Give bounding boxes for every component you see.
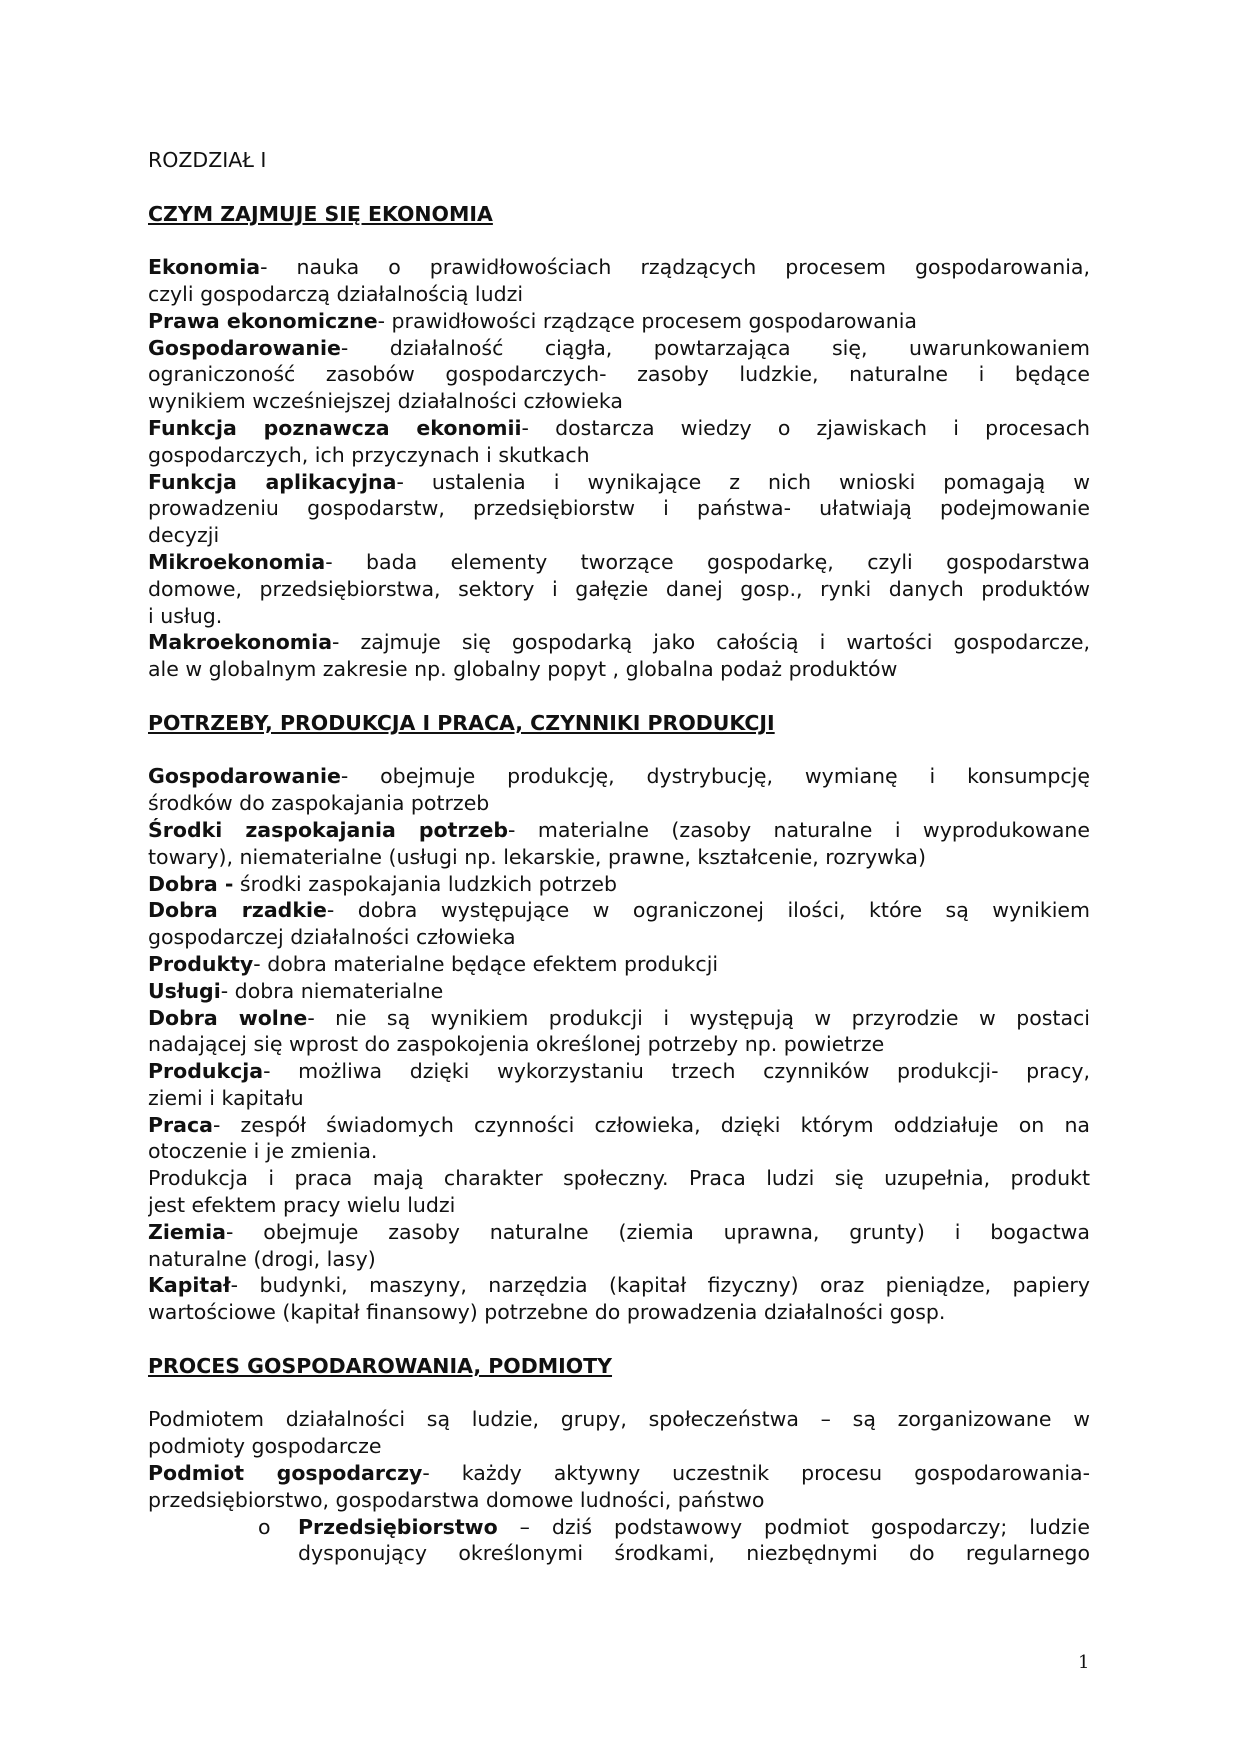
definition-term: Prawa ekonomiczne xyxy=(148,308,378,333)
line-text: - obejmuje produkcję, dystrybucję, wymianę i konsumpcję xyxy=(340,764,1090,789)
definition-paragraph xyxy=(148,1460,1090,1514)
definition-term: Podmiot gospodarczy xyxy=(148,1461,423,1486)
text-line xyxy=(148,1246,1090,1273)
definition-paragraph xyxy=(148,1058,1090,1112)
definition-paragraph xyxy=(148,629,1090,683)
text-line xyxy=(148,951,1090,978)
text-line xyxy=(148,1406,1090,1433)
definition-paragraph xyxy=(148,1272,1090,1326)
definition-term: Gospodarowanie xyxy=(148,764,341,789)
section-body xyxy=(148,763,1090,1326)
definition-paragraph xyxy=(148,871,1090,898)
line-text: Podmiotem działalności są ludzie, grupy, społeczeństwa – są zorganizowane w xyxy=(148,1407,1090,1432)
line-text: środki zaspokajania ludzkich potrzeb xyxy=(233,871,618,896)
page-number: 1 xyxy=(1078,1652,1090,1673)
definition-term: Gospodarowanie xyxy=(148,335,341,360)
definition-paragraph xyxy=(148,308,1090,335)
text-line xyxy=(148,415,1090,442)
definition-paragraph xyxy=(148,335,1090,415)
line-text: towary), niematerialne (usługi np. lekarskie, prawne, kształcenie, rozrywka) xyxy=(148,844,926,869)
text-line xyxy=(148,281,1090,308)
line-text: ale w globalnym zakresie np. globalny popyt , globalna podaż produktów xyxy=(148,657,898,682)
line-text: - dobra występujące w ograniczonej ilości, które są wynikiem xyxy=(326,898,1090,923)
line-text: - obejmuje zasoby naturalne (ziemia uprawna, grunty) i bogactwa xyxy=(226,1219,1090,1244)
definition-paragraph xyxy=(148,978,1090,1005)
line-text: decyzji xyxy=(148,523,220,548)
definition-term: Usługi xyxy=(148,978,221,1003)
definition-term: Kapitał xyxy=(148,1273,231,1298)
definition-term: Środki zaspokajania potrzeb xyxy=(148,817,509,842)
text-line xyxy=(148,1031,1090,1058)
definition-paragraph xyxy=(148,1406,1090,1460)
definition-term: Przedsiębiorstwo xyxy=(298,1514,498,1539)
line-text: - materialne (zasoby naturalne i wyprodukowane xyxy=(508,817,1090,842)
line-text: - każdy aktywny uczestnik procesu gospodarowania- xyxy=(422,1461,1090,1486)
text-line xyxy=(148,576,1090,603)
text-line xyxy=(148,1219,1090,1246)
text-line xyxy=(148,1460,1090,1487)
line-text: ziemi i kapitału xyxy=(148,1085,304,1110)
definition-paragraph xyxy=(148,897,1090,951)
line-text: - bada elementy tworzące gospodarkę, czyli gospodarstwa xyxy=(325,549,1090,574)
definition-paragraph xyxy=(148,1165,1090,1219)
text-line xyxy=(148,1058,1090,1085)
line-text: - działalność ciągła, powtarzająca się, uwarunkowaniem xyxy=(340,335,1090,360)
line-text: - dobra materialne będące efektem produkcji xyxy=(253,951,719,976)
text-line xyxy=(148,978,1090,1005)
text-line xyxy=(148,1165,1090,1192)
text-line xyxy=(148,1138,1090,1165)
line-text: - nie są wynikiem produkcji i występują w przyrodzie w postaci xyxy=(307,1005,1090,1030)
text-line xyxy=(148,1192,1090,1219)
definition-paragraph xyxy=(148,549,1090,629)
line-text: otoczenie i je zmienia. xyxy=(148,1139,378,1164)
text-line xyxy=(148,629,1090,656)
section-heading: PROCES GOSPODAROWANIA, PODMIOTY xyxy=(148,1353,613,1378)
bullet-item xyxy=(148,1514,1090,1568)
definition-paragraph xyxy=(148,817,1090,871)
text-line xyxy=(148,469,1090,496)
line-text: podmioty gospodarcze xyxy=(148,1434,382,1459)
definition-paragraph xyxy=(148,1219,1090,1273)
text-line xyxy=(148,522,1090,549)
definition-paragraph xyxy=(148,951,1090,978)
definition-paragraph xyxy=(148,415,1090,469)
definition-term: Ziemia xyxy=(148,1219,227,1244)
definition-term: Dobra rzadkie xyxy=(148,898,327,923)
line-text: ograniczoność zasobów gospodarczych- zasoby ludzkie, naturalne i będące xyxy=(148,362,1090,387)
text-line xyxy=(148,817,1090,844)
line-text: - ustalenia i wynikające z nich wnioski pomagają w xyxy=(396,469,1090,494)
section-body xyxy=(148,1406,1090,1567)
text-line xyxy=(148,388,1090,415)
text-line xyxy=(148,1085,1090,1112)
text-line xyxy=(148,897,1090,924)
text-line xyxy=(148,442,1090,469)
text-line xyxy=(148,549,1090,576)
line-text: naturalne (drogi, lasy) xyxy=(148,1246,376,1271)
definition-term: Dobra wolne xyxy=(148,1005,308,1030)
definition-term: Funkcja poznawcza ekonomii xyxy=(148,415,522,440)
definition-paragraph xyxy=(148,1005,1090,1059)
text-line xyxy=(148,763,1090,790)
text-line xyxy=(148,1433,1090,1460)
text-line xyxy=(148,308,1090,335)
definition-term: Praca xyxy=(148,1112,213,1137)
line-text: nadającej się wprost do zaspokojenia określonej potrzeby np. powietrze xyxy=(148,1032,885,1057)
definition-paragraph xyxy=(148,469,1090,549)
line-text: jest efektem pracy wielu ludzi xyxy=(148,1193,456,1218)
line-text: dysponujący określonymi środkami, niezbędnymi do regularnego xyxy=(298,1541,1090,1566)
line-text: - nauka o prawidłowościach rządzących procesem gospodarowania, xyxy=(260,255,1090,280)
line-text: - prawidłowości rządzące procesem gospodarowania xyxy=(377,308,917,333)
text-line xyxy=(148,1112,1090,1139)
line-text: - budynki, maszyny, narzędzia (kapitał fizyczny) oraz pieniądze, papiery xyxy=(230,1273,1090,1298)
chapter-title: ROZDZIAŁ I xyxy=(148,148,267,172)
text-line xyxy=(148,1487,1090,1514)
definition-paragraph xyxy=(148,763,1090,817)
definition-term: Mikroekonomia xyxy=(148,549,326,574)
line-text: i usług. xyxy=(148,603,223,628)
text-line xyxy=(148,1540,1090,1567)
line-text: - dobra niematerialne xyxy=(220,978,444,1003)
line-text: - dostarcza wiedzy o zjawiskach i procesach xyxy=(521,415,1090,440)
text-line xyxy=(148,603,1090,630)
definition-term: Produkcja xyxy=(148,1059,264,1084)
line-text: – dziś podstawowy podmiot gospodarczy; ludzie xyxy=(497,1514,1090,1539)
line-text: czyli gospodarczą działalnością ludzi xyxy=(148,281,524,306)
text-line xyxy=(148,1514,1090,1541)
text-line xyxy=(148,871,1090,898)
line-text: - możliwa dzięki wykorzystaniu trzech czynników produkcji- pracy, xyxy=(263,1059,1090,1084)
document-page xyxy=(148,147,1090,1567)
definition-paragraph xyxy=(148,1112,1090,1166)
text-line xyxy=(148,361,1090,388)
line-text: prowadzeniu gospodarstw, przedsiębiorstw i państwa- ułatwiają podejmowanie xyxy=(148,496,1090,521)
definition-paragraph xyxy=(148,254,1090,308)
definition-term: Ekonomia xyxy=(148,255,261,280)
text-line xyxy=(148,790,1090,817)
text-line xyxy=(148,1272,1090,1299)
section-heading: CZYM ZAJMUJE SIĘ EKONOMIA xyxy=(148,201,493,226)
text-line xyxy=(148,1005,1090,1032)
text-line xyxy=(148,335,1090,362)
definition-term: Makroekonomia xyxy=(148,630,333,655)
line-text: domowe, przedsiębiorstwa, sektory i gałęzie danej gosp., rynki danych produktów xyxy=(148,576,1090,601)
line-text: wynikiem wcześniejszej działalności człowieka xyxy=(148,389,623,414)
definition-term: Produkty xyxy=(148,951,254,976)
line-text: - zespół świadomych czynności człowieka, dzięki którym oddziałuje on na xyxy=(212,1112,1090,1137)
line-text: - zajmuje się gospodarką jako całością i wartości gospodarcze, xyxy=(332,630,1090,655)
text-line xyxy=(148,1299,1090,1326)
text-line xyxy=(148,924,1090,951)
bullet-marker: o xyxy=(258,1514,271,1539)
line-text: Produkcja i praca mają charakter społeczny. Praca ludzi się uzupełnia, produkt xyxy=(148,1166,1090,1191)
section-heading: POTRZEBY, PRODUKCJA I PRACA, CZYNNIKI PRODUKCJI xyxy=(148,710,775,735)
definition-term: Dobra - xyxy=(148,871,234,896)
line-text: gospodarczych, ich przyczynach i skutkach xyxy=(148,442,590,467)
text-line xyxy=(148,656,1090,683)
text-line xyxy=(148,844,1090,871)
definition-term: Funkcja aplikacyjna xyxy=(148,469,397,494)
line-text: gospodarczej działalności człowieka xyxy=(148,925,516,950)
line-text: wartościowe (kapitał finansowy) potrzebne do prowadzenia działalności gosp. xyxy=(148,1300,946,1325)
line-text: przedsiębiorstwo, gospodarstwa domowe ludności, państwo xyxy=(148,1487,765,1512)
section-body xyxy=(148,254,1090,683)
text-line xyxy=(148,495,1090,522)
line-text: środków do zaspokajania potrzeb xyxy=(148,791,490,816)
text-line xyxy=(148,254,1090,281)
